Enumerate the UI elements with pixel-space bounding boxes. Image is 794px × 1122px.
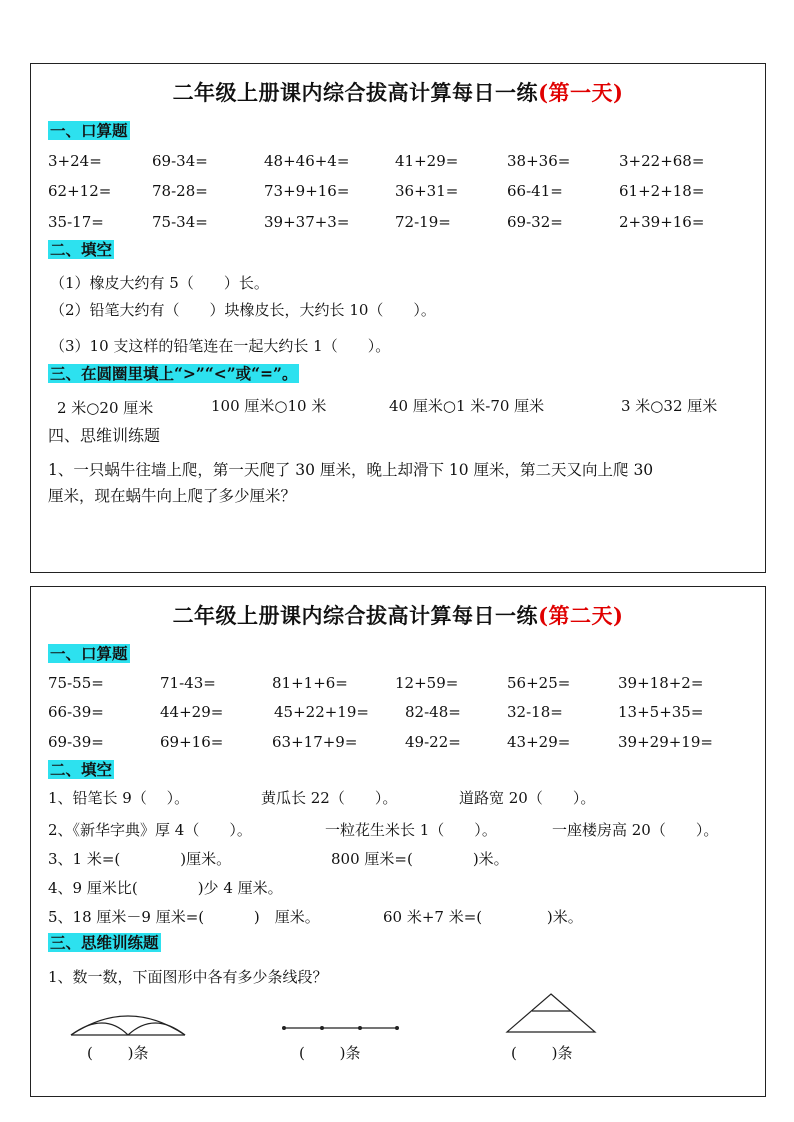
day2-section1-heading: 一、口算题 <box>50 644 128 663</box>
day1-calc-item: 2+39+16= <box>619 213 705 231</box>
day1-problem-line2: 厘米，现在蜗牛向上爬了多少厘米？ <box>48 487 297 505</box>
day2-calc-item: 69+16= <box>160 733 224 751</box>
day1-calc-item: 48+46+4= <box>264 152 350 170</box>
day1-problem-line1: 1、一只蜗牛往墙上爬，第一天爬了 30 厘米，晚上却滑下 10 厘米，第二天又向上爬 30 <box>48 461 654 479</box>
day1-calc-item: 39+37+3= <box>264 213 350 231</box>
day1-calc-item: 69-32= <box>507 213 563 231</box>
day1-section2-heading: 二、填空 <box>50 240 113 259</box>
day2-fill-item: 800 厘米=( )米。 <box>331 850 509 868</box>
day2-title-main: 二年级上册课内综合拔高计算每日一练 <box>172 603 539 628</box>
day2-calc-item: 63+17+9= <box>272 733 358 751</box>
day1-fill-item: （1）橡皮大约有 5（ ）长。 <box>50 274 269 292</box>
day2-fill-item: 道路宽 20（ ）。 <box>459 789 596 807</box>
day2-calc-item: 12+59= <box>395 674 459 692</box>
day2-fill-item: 2、《新华字典》厚 4（ ）。 <box>48 821 252 839</box>
day1-compare-item: 40 厘米○1 米-70 厘米 <box>389 397 545 415</box>
day2-fill-item: 一座楼房高 20（ ）。 <box>552 821 719 839</box>
day2-calc-item: 32-18= <box>507 703 563 721</box>
day2-calc-item: 82-48= <box>405 703 461 721</box>
day2-title-day: (第二天) <box>538 603 624 628</box>
day1-compare-item: 100 厘米○10 米 <box>211 397 327 415</box>
day1-calc-item: 3+24= <box>48 152 102 170</box>
day2-answer-1: ( )条 <box>87 1044 149 1062</box>
day2-fill-item: 60 米+7 米=( )米。 <box>383 908 583 926</box>
day1-calc-item: 61+2+18= <box>619 182 705 200</box>
day2-calc-item: 43+29= <box>507 733 571 751</box>
day1-compare-item: 2 米○20 厘米 <box>57 399 154 417</box>
day2-calc-item: 56+25= <box>507 674 571 692</box>
day2-calc-item: 81+1+6= <box>272 674 348 692</box>
day2-fill-item: 4、9 厘米比( )少 4 厘米。 <box>48 879 283 897</box>
day1-card <box>30 63 766 573</box>
day2-answer-2: ( )条 <box>299 1044 361 1062</box>
day2-fill-item: 1、铅笔长 9（ ）。 <box>48 789 190 807</box>
day1-fill-item: （3）10 支这样的铅笔连在一起大约长 1（ ）。 <box>50 337 391 355</box>
day1-calc-item: 35-17= <box>48 213 104 231</box>
day2-fill-item: 5、18 厘米－9 厘米=( ) 厘米。 <box>48 908 320 926</box>
day2-fill-item: 一粒花生米长 1（ ）。 <box>325 821 497 839</box>
day1-calc-item: 66-41= <box>507 182 563 200</box>
day1-calc-item: 62+12= <box>48 182 112 200</box>
day2-problem: 1、数一数，下面图形中各有多少条线段？ <box>48 968 328 986</box>
day1-title <box>31 77 765 107</box>
day1-compare-item: 3 米○32 厘米 <box>621 397 718 415</box>
day2-fill-item: 3、1 米=( )厘米。 <box>48 850 232 868</box>
day1-calc-item: 38+36= <box>507 152 571 170</box>
dotted-line-figure <box>281 1022 401 1036</box>
day1-section1-heading: 一、口算题 <box>50 121 128 140</box>
day2-answer-3: ( )条 <box>511 1044 573 1062</box>
day1-title-day: (第一天) <box>538 80 624 105</box>
day1-calc-item: 41+29= <box>395 152 459 170</box>
day1-fill-item: （2）铅笔大约有（ ）块橡皮长，大约长 10（ ）。 <box>50 301 436 319</box>
day2-title <box>31 600 765 630</box>
day2-card <box>30 586 766 1097</box>
day1-title-main: 二年级上册课内综合拔高计算每日一练 <box>172 80 539 105</box>
day2-calc-item: 66-39= <box>48 703 104 721</box>
day1-calc-item: 69-34= <box>152 152 208 170</box>
triangle-figure <box>505 992 599 1034</box>
day2-section3-heading: 三、思维训练题 <box>50 933 159 952</box>
day1-calc-item: 3+22+68= <box>619 152 705 170</box>
day1-calc-item: 73+9+16= <box>264 182 350 200</box>
day2-calc-item: 49-22= <box>405 733 461 751</box>
day1-section3-heading: 三、在圆圈里填上“>”“<”或“=”。 <box>50 364 298 383</box>
day2-calc-item: 39+18+2= <box>618 674 704 692</box>
day2-calc-item: 75-55= <box>48 674 104 692</box>
day1-calc-item: 36+31= <box>395 182 459 200</box>
day2-section2-heading: 二、填空 <box>50 760 113 779</box>
day2-calc-item: 45+22+19= <box>274 703 369 721</box>
day1-section4-heading: 四、思维训练题 <box>48 426 161 445</box>
day1-calc-item: 72-19= <box>395 213 451 231</box>
day2-calc-item: 44+29= <box>160 703 224 721</box>
day1-calc-item: 78-28= <box>152 182 208 200</box>
day2-calc-item: 13+5+35= <box>618 703 704 721</box>
day2-calc-item: 71-43= <box>160 674 216 692</box>
day1-calc-item: 75-34= <box>152 213 208 231</box>
arc-segments-figure <box>69 1005 189 1039</box>
day2-calc-item: 39+29+19= <box>618 733 713 751</box>
day2-calc-item: 69-39= <box>48 733 104 751</box>
day2-fill-item: 黄瓜长 22（ ）。 <box>261 789 398 807</box>
